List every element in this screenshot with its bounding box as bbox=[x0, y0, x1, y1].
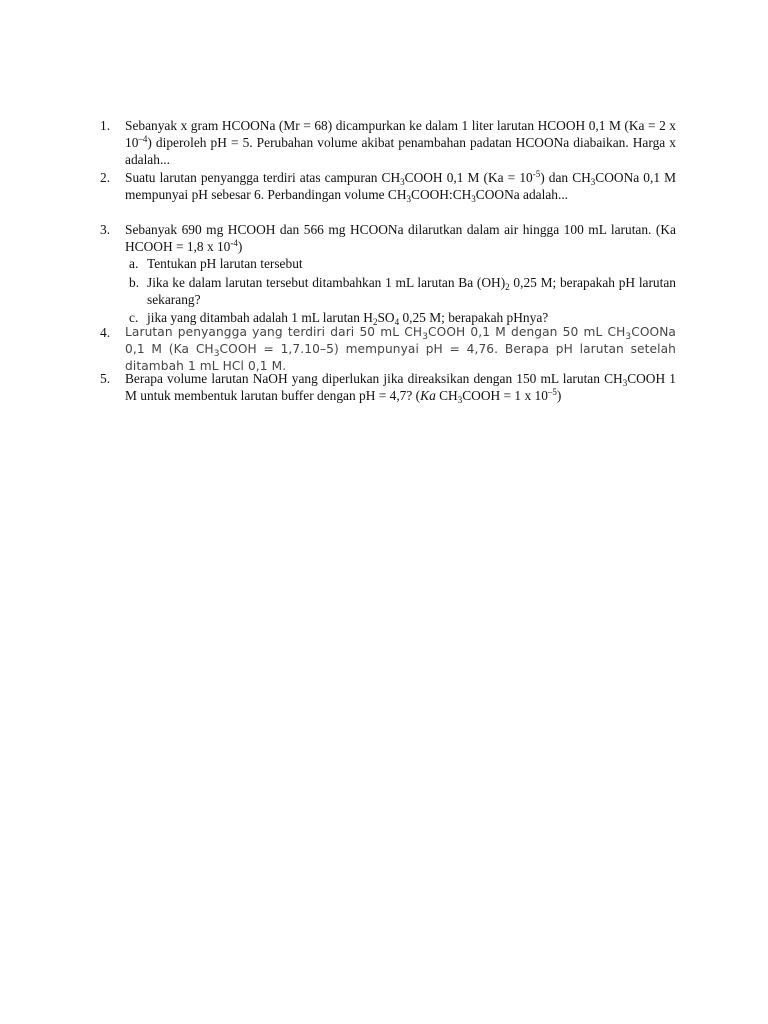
question-number: 2. bbox=[100, 170, 111, 185]
subquestion-letter: a. bbox=[129, 256, 139, 272]
question-number: 3. bbox=[100, 222, 111, 237]
question-number: 1. bbox=[100, 118, 111, 133]
subquestion-b bbox=[125, 274, 676, 308]
question-3 bbox=[100, 221, 676, 326]
question-text: Sebanyak x gram HCOONa (Mr = 68) dicampurkan ke dalam 1 liter larutan HCOOH 0,1 M (Ka = 2 x $10^{-4}$) diperoleh pH = 5. Perubahan volume akibat penambahan padatan HCOONa diabaikan. Harga x adalah... bbox=[125, 118, 676, 168]
question-1 bbox=[100, 117, 676, 169]
subquestion-letter: b. bbox=[129, 274, 140, 290]
subquestion-text: Tentukan pH larutan tersebut bbox=[147, 256, 303, 272]
subquestion-text: Jika ke dalam larutan tersebut ditambahkan 1 mL larutan Ba $(OH)_2$ 0,25 M; berapakah pH larutan sekarang? bbox=[147, 274, 676, 307]
subquestion-a bbox=[125, 255, 676, 272]
question-text: Suatu larutan penyangga terdiri atas campuran $CH_3COOH$ 0,1 M $(Ka = 10^{-5})$ dan $CH_3COONa$ 0,1 M mempunyai pH sebesar 6. Perbandingan volume $CH_3COOH:CH_3COONa$ adalah... bbox=[125, 169, 677, 205]
question-text: Larutan penyangga yang terdiri dari 50 mL $CH_3COOH$ 0,1 M dengan 50 mL $CH_3COONa$ 0,1 M (Ka $CH_3COOH = 1,7.10-5$) mempunyai pH = 4,76. Berapa pH larutan setelah ditambah 1 mL HCl 0,1 M. bbox=[125, 325, 676, 374]
subquestion-text: jika yang ditambah adalah 1 mL larutan $H_2SO_4$ 0,25 M; berapakah pHnya? bbox=[147, 310, 549, 328]
subquestion-letter: c. bbox=[129, 310, 139, 326]
question-number: 5. bbox=[100, 371, 111, 386]
question-2 bbox=[100, 169, 676, 203]
question-text: Berapa volume larutan NaOH yang diperlukan jika direaksikan dengan 150 mL larutan $CH_3COOH$ 1 M untuk membentuk larutan buffer dengan pH = 4,7? (Ka $CH_3COOH = 1$ x $10^{-5}$) bbox=[125, 371, 676, 406]
question-number: 4. bbox=[100, 325, 111, 340]
question-text: Sebanyak 690 mg HCOOH dan 566 mg HCOONa dilarutkan dalam air hingga 100 mL larutan. (Ka HCOOH = 1,8 x $10^{-4}$) bbox=[125, 222, 676, 255]
question-5 bbox=[100, 370, 676, 404]
question-4 bbox=[100, 324, 676, 376]
